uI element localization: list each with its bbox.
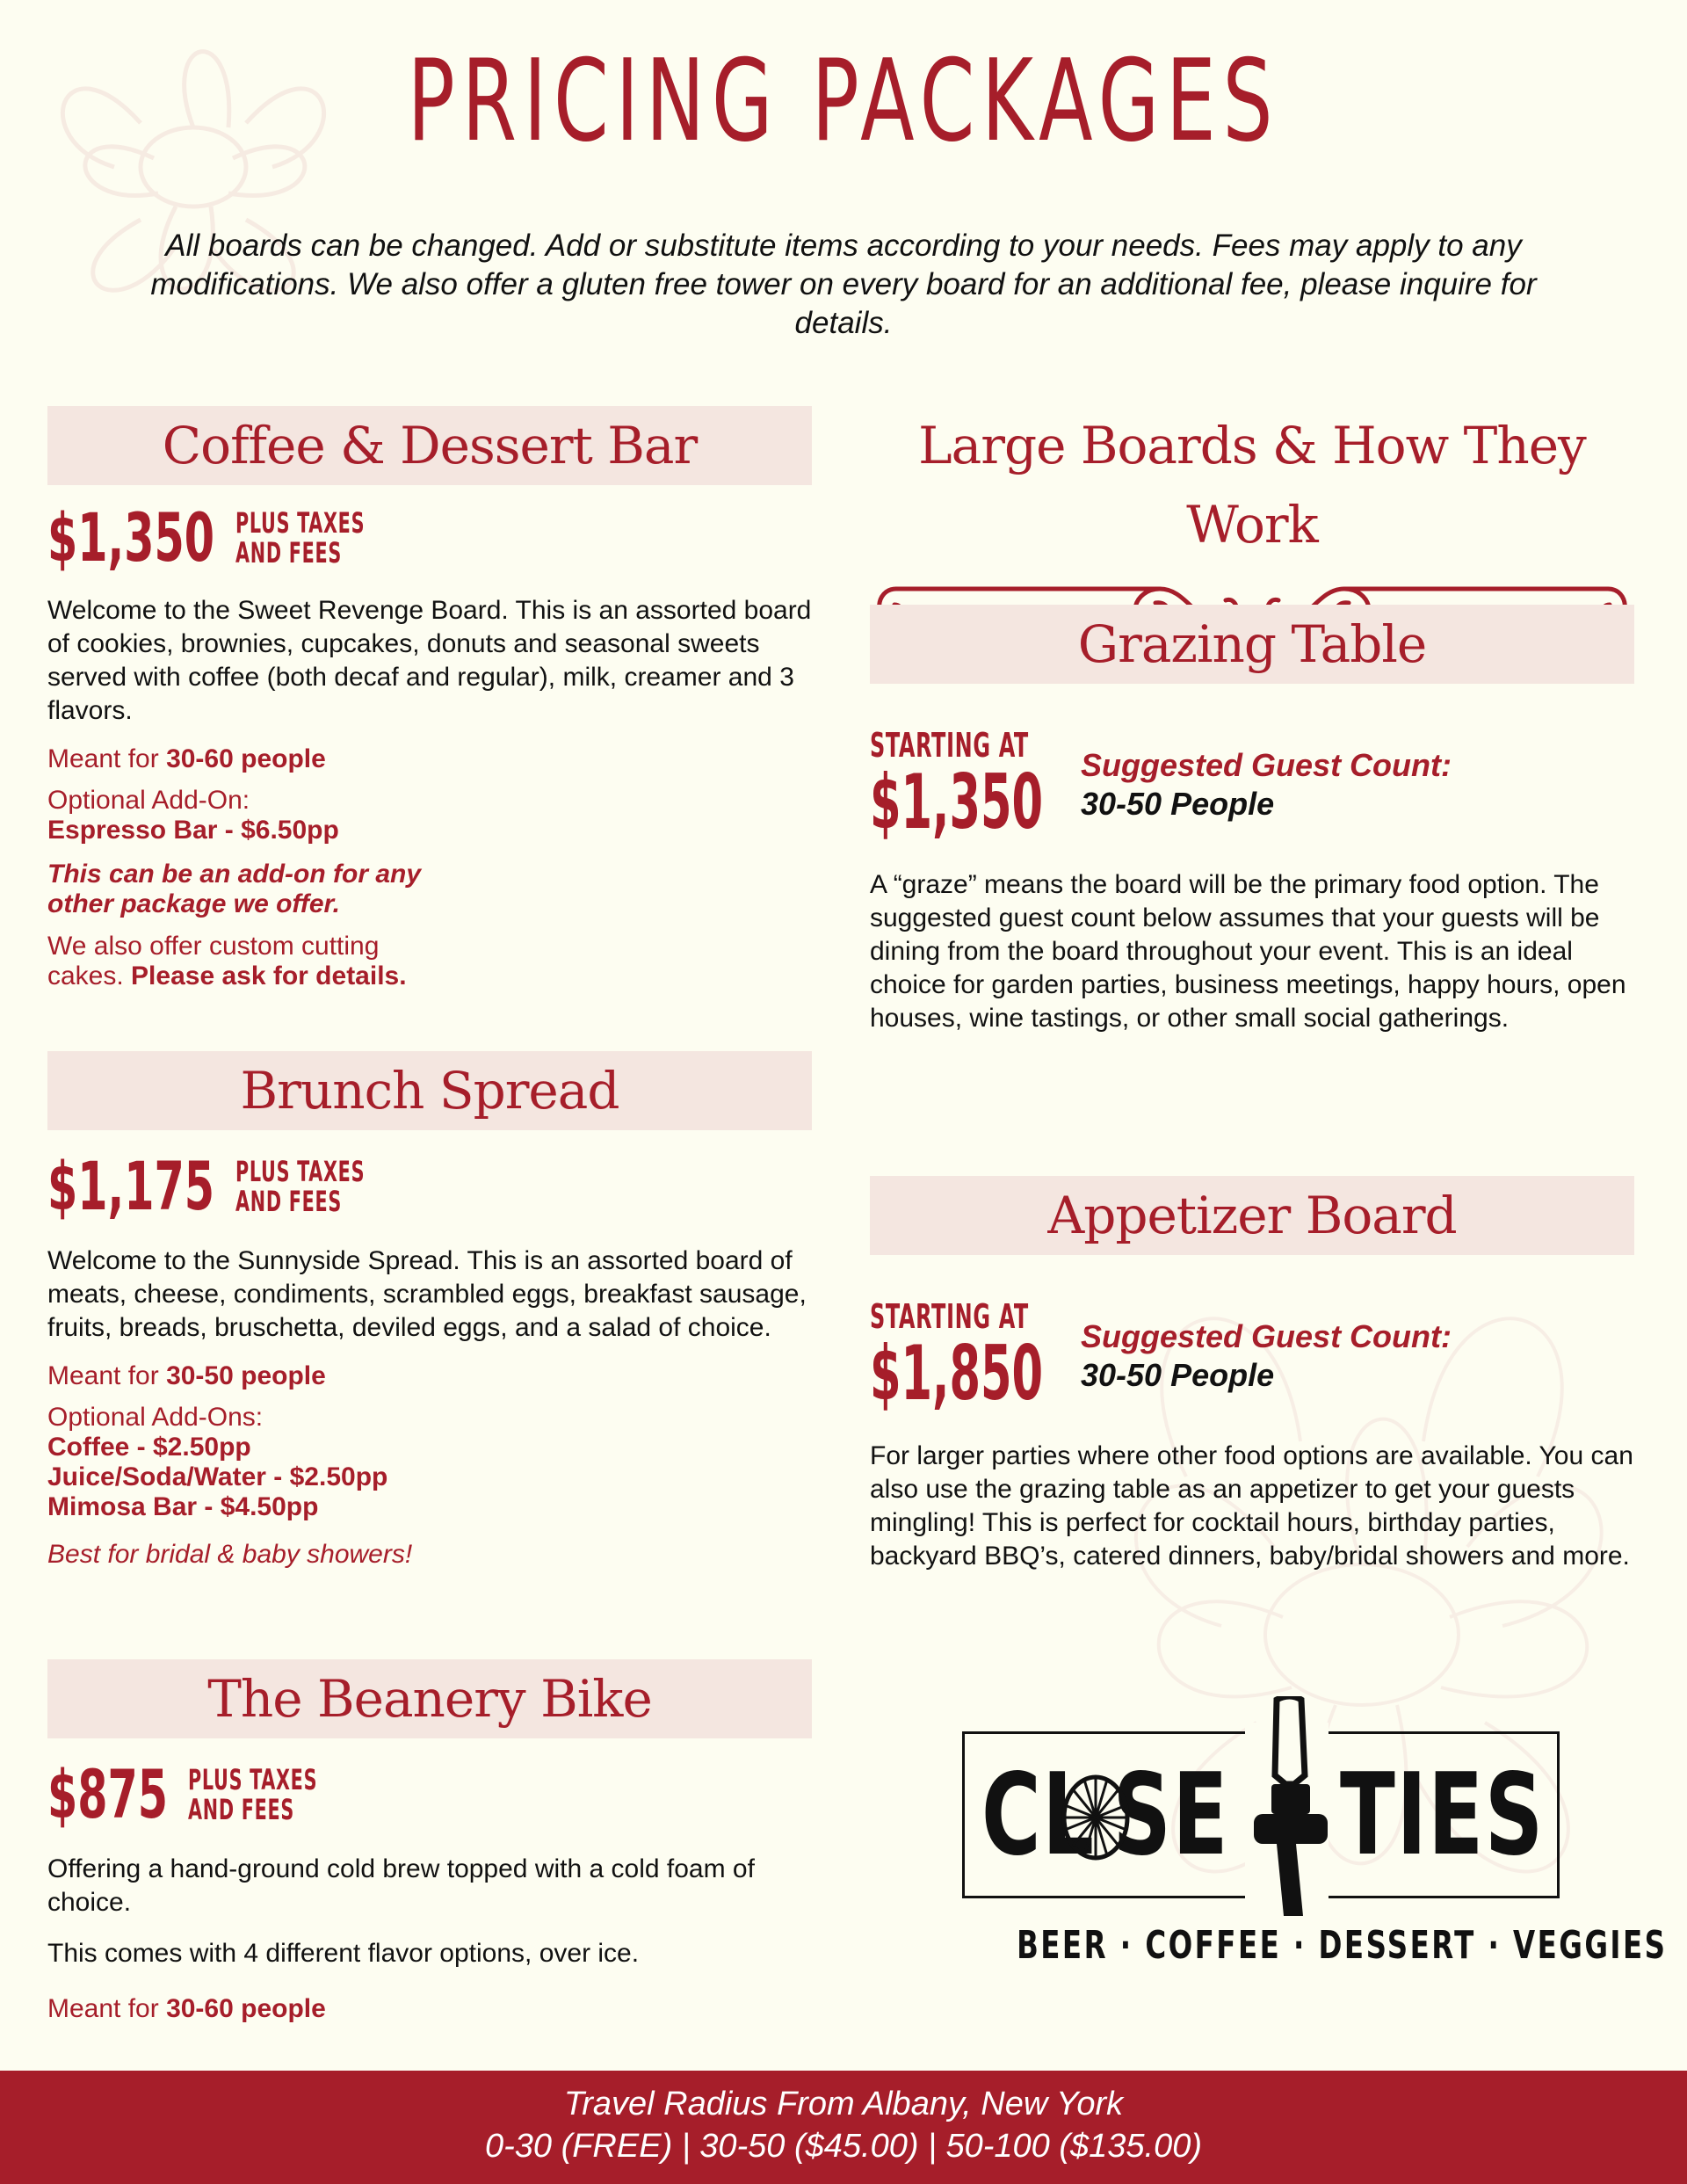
appetizer-board-heading: Appetizer Board — [870, 1176, 1634, 1255]
starting-at-label: STARTING AT — [870, 1297, 1029, 1336]
appetizer-price-row — [870, 1297, 1634, 1418]
bike-description-2: This comes with 4 different flavor options, over ice. — [47, 1939, 640, 1968]
grazing-price-block — [870, 726, 1090, 846]
appetizer-board-section — [870, 1176, 1634, 1573]
guest-count-label: Suggested Guest Count: — [1081, 1318, 1452, 1354]
large-boards-heading: Large Boards & How They Work — [918, 416, 1586, 555]
footer-line-1: Travel Radius From Albany, New York — [563, 2086, 1124, 2122]
guest-count-label: Suggested Guest Count: — [1081, 747, 1452, 783]
coffee-addon-note — [47, 860, 812, 919]
logo-tagline: BEER · COFFEE · DESSERT · VEGGIES — [1017, 1923, 1668, 1968]
grazing-guest-count — [1081, 746, 1452, 824]
custom-cake-note — [47, 932, 812, 991]
logo-word-ties: TIES — [1340, 1750, 1545, 1881]
page-title: PRICING PACKAGES — [407, 36, 1280, 167]
bike-price-row — [47, 1755, 812, 1833]
coffee-addons — [47, 786, 812, 845]
close-ties-logo — [962, 1696, 1668, 1986]
price-note-line2: AND FEES — [235, 536, 342, 570]
bike-price-note — [188, 1765, 367, 1825]
beanery-bike-heading: The Beanery Bike — [47, 1659, 812, 1738]
cake-ask-details: Please ask for details. — [131, 961, 407, 990]
brunch-price-row — [47, 1147, 812, 1225]
coffee-price: $1,350 — [47, 498, 214, 577]
travel-radius-footer — [0, 2071, 1687, 2184]
coffee-price-note — [235, 508, 415, 568]
addon-item: Coffee - $2.50pp — [47, 1433, 251, 1462]
price-note-line2: AND FEES — [188, 1793, 295, 1826]
coffee-price-row — [47, 498, 812, 577]
large-boards-section — [870, 406, 1634, 635]
meant-prefix: Meant for — [47, 744, 167, 773]
coffee-description: Welcome to the Sweet Revenge Board. This is an assorted board of cookies, brownies, cupcakes, donuts and seasonal sweets served with coffee (both decaf and regular), milk, creamer and 3 flavors. — [47, 596, 812, 725]
bike-meant-for — [47, 1993, 812, 2025]
price-note-line2: AND FEES — [235, 1185, 342, 1218]
coffee-dessert-heading: Coffee & Dessert Bar — [47, 406, 812, 485]
brunch-meant-for — [47, 1360, 812, 1392]
footer-line-2: 0-30 (FREE) | 30-50 ($45.00) | 50-100 ($135.00) — [484, 2128, 1203, 2165]
addon-note-line2: other package we offer. — [47, 889, 340, 918]
price-note-line1: PLUS TAXES — [235, 1155, 366, 1188]
addon-item: Mimosa Bar - $4.50pp — [47, 1492, 319, 1521]
addon-note-line1: This can be an add-on for any — [47, 860, 422, 889]
appetizer-guest-count — [1081, 1317, 1452, 1395]
grazing-table-section — [870, 605, 1634, 1035]
appetizer-price: $1,850 — [870, 1330, 1044, 1418]
beanery-bike-section — [47, 1659, 812, 2025]
cake-text-line1: We also offer custom cutting — [47, 932, 380, 961]
logo-word-close: CL SE — [981, 1750, 1229, 1881]
beer-tap-icon — [1250, 1696, 1329, 1929]
meant-count: 30-50 people — [166, 1361, 326, 1390]
grazing-price: $1,350 — [870, 758, 1044, 846]
price-note-line1: PLUS TAXES — [235, 506, 366, 540]
intro-text: All boards can be changed. Add or substitute items according to your needs. Fees may apply to any modifications. We also offer a gluten free tower on every board for an additional fee, please inquire for details. — [150, 229, 1537, 340]
cake-text: cakes. — [47, 961, 132, 990]
meant-prefix: Meant for — [47, 1994, 167, 2023]
appetizer-price-block — [870, 1297, 1090, 1418]
price-note-line1: PLUS TAXES — [188, 1763, 318, 1796]
grazing-price-row — [870, 726, 1634, 846]
brunch-best-for: Best for bridal & baby showers! — [47, 1540, 413, 1569]
brunch-price-note — [235, 1157, 415, 1216]
bike-price: $875 — [47, 1755, 169, 1833]
brunch-addons — [47, 1403, 812, 1522]
guest-count-value: 30-50 People — [1081, 786, 1275, 822]
addon-item: Juice/Soda/Water - $2.50pp — [47, 1462, 388, 1491]
brunch-heading: Brunch Spread — [47, 1051, 812, 1130]
addon-label: Optional Add-On: — [47, 786, 250, 815]
coffee-dessert-section — [47, 406, 812, 991]
bike-description: Offering a hand-ground cold brew topped with a cold foam of choice. — [47, 1854, 755, 1917]
brunch-section — [47, 1051, 812, 1570]
meant-count: 30-60 people — [166, 1994, 326, 2023]
bicycle-wheel-icon — [1061, 1774, 1131, 1866]
cake-text-line2 — [47, 961, 812, 991]
addon-item: Espresso Bar - $6.50pp — [47, 816, 339, 845]
guest-count-value: 30-50 People — [1081, 1357, 1275, 1393]
addon-label: Optional Add-Ons: — [47, 1403, 264, 1432]
grazing-table-heading: Grazing Table — [870, 605, 1634, 684]
grazing-description: A “graze” means the board will be the primary food option. The suggested guest count below assumes that your guests will be dining from the board throughout your event. This is an ideal choice for garden parties, business meetings, happy hours, open houses, wine tastings, or other small social gatherings. — [870, 870, 1626, 1033]
brunch-price: $1,175 — [47, 1147, 214, 1225]
coffee-meant-for — [47, 744, 812, 775]
starting-at-label: STARTING AT — [870, 726, 1029, 765]
meant-prefix: Meant for — [47, 1361, 167, 1390]
meant-count: 30-60 people — [166, 744, 326, 773]
appetizer-description: For larger parties where other food options are available. You can also use the grazing table as an appetizer to get your guests mingling! This is perfect for cocktail hours, birthday parties, backyard BBQ’s, catered dinners, baby/bridal showers and more. — [870, 1441, 1633, 1571]
brunch-description: Welcome to the Sunnyside Spread. This is an assorted board of meats, cheese, condiments, scrambled eggs, breakfast sausage, fruits, breads, bruschetta, deviled eggs, and a salad of choice. — [47, 1246, 807, 1342]
